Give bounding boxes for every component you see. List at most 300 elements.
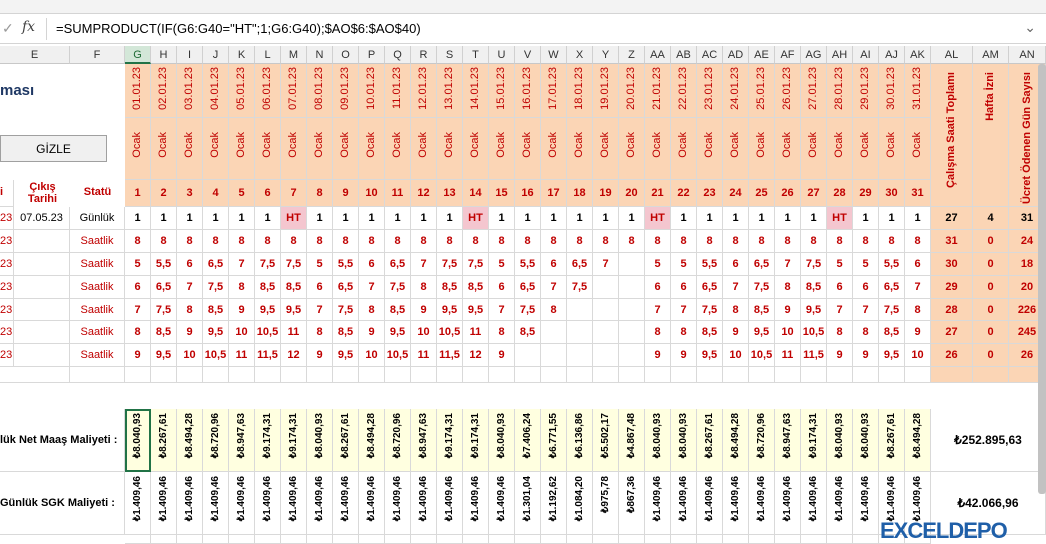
summary-cell[interactable]: 0 (973, 276, 1009, 299)
day-cell[interactable]: 1 (723, 207, 749, 230)
column-header[interactable]: G (125, 46, 151, 64)
partial-cell[interactable] (359, 535, 385, 544)
summary-cell[interactable]: 226 (1009, 299, 1046, 321)
chevron-down-icon[interactable]: ⌄ (1024, 19, 1036, 35)
partial-cell[interactable] (411, 535, 437, 544)
day-cell[interactable]: 6 (177, 253, 203, 276)
day-number[interactable]: 1 (125, 180, 151, 207)
column-header[interactable]: U (489, 46, 515, 64)
day-cell[interactable]: 6 (853, 276, 879, 299)
day-number[interactable]: 15 (489, 180, 515, 207)
summary-cell[interactable]: 27 (931, 321, 973, 344)
day-number[interactable]: 12 (411, 180, 437, 207)
day-cell[interactable]: 7 (307, 299, 333, 321)
month-cell[interactable] (125, 118, 151, 180)
day-cell[interactable]: 6 (359, 253, 385, 276)
day-cell[interactable]: 9 (671, 344, 697, 367)
day-cell[interactable] (515, 344, 541, 367)
month-cell[interactable] (541, 118, 567, 180)
summary-cell[interactable]: 30 (931, 253, 973, 276)
day-cell[interactable]: 1 (359, 207, 385, 230)
partial-cell[interactable] (463, 535, 489, 544)
day-cell[interactable]: 5 (671, 253, 697, 276)
column-header[interactable]: AH (827, 46, 853, 64)
blank-cell[interactable] (177, 367, 203, 383)
blank-cell[interactable] (645, 367, 671, 383)
day-cell[interactable]: 8 (775, 230, 801, 253)
blank-cell[interactable] (567, 367, 593, 383)
month-cell[interactable] (619, 118, 645, 180)
day-cell[interactable]: 1 (437, 207, 463, 230)
day-number[interactable]: 24 (723, 180, 749, 207)
sgk-cost-cell[interactable] (801, 472, 827, 535)
day-cell[interactable] (619, 321, 645, 344)
partial-cell[interactable] (801, 535, 827, 544)
net-cost-cell[interactable] (853, 409, 879, 472)
sgk-cost-cell[interactable] (385, 472, 411, 535)
day-cell[interactable]: 6,5 (567, 253, 593, 276)
blank-cell[interactable] (151, 367, 177, 383)
day-cell[interactable]: 5 (645, 253, 671, 276)
partial-cell[interactable] (229, 535, 255, 544)
day-cell[interactable]: 8 (619, 230, 645, 253)
day-cell[interactable]: 8 (307, 230, 333, 253)
day-cell[interactable]: 7,5 (437, 253, 463, 276)
day-cell[interactable]: 11,5 (801, 344, 827, 367)
status-cell[interactable]: Saatlik (70, 299, 125, 321)
day-cell[interactable]: 9,5 (801, 299, 827, 321)
date-cell[interactable] (151, 64, 177, 118)
day-cell[interactable] (619, 344, 645, 367)
day-cell[interactable]: 9 (723, 321, 749, 344)
column-header[interactable]: R (411, 46, 437, 64)
day-cell[interactable]: 1 (905, 207, 931, 230)
column-header[interactable]: AB (671, 46, 697, 64)
day-cell[interactable]: 7,5 (463, 253, 489, 276)
net-cost-cell[interactable] (359, 409, 385, 472)
date-cell[interactable] (515, 64, 541, 118)
day-cell[interactable]: 8 (775, 276, 801, 299)
column-header[interactable]: Q (385, 46, 411, 64)
month-cell[interactable] (671, 118, 697, 180)
day-cell[interactable]: 1 (385, 207, 411, 230)
day-cell[interactable]: 1 (151, 207, 177, 230)
day-number[interactable]: 6 (255, 180, 281, 207)
day-cell[interactable]: 8 (827, 321, 853, 344)
summary-header[interactable] (973, 64, 1009, 207)
month-cell[interactable] (385, 118, 411, 180)
day-cell[interactable]: 9 (125, 344, 151, 367)
day-cell[interactable]: 9 (645, 344, 671, 367)
sgk-cost-cell[interactable] (255, 472, 281, 535)
day-cell[interactable]: 8 (125, 321, 151, 344)
day-cell[interactable]: 10,5 (749, 344, 775, 367)
day-cell[interactable]: 6,5 (515, 276, 541, 299)
sgk-cost-cell[interactable] (437, 472, 463, 535)
month-cell[interactable] (333, 118, 359, 180)
partial-cell[interactable] (125, 535, 151, 544)
column-header[interactable]: AG (801, 46, 827, 64)
column-header[interactable]: S (437, 46, 463, 64)
summary-cell[interactable]: 26 (931, 344, 973, 367)
day-number[interactable]: 3 (177, 180, 203, 207)
day-cell[interactable]: 6,5 (203, 253, 229, 276)
column-header[interactable]: M (281, 46, 307, 64)
day-cell[interactable]: 11,5 (255, 344, 281, 367)
column-header[interactable]: AF (775, 46, 801, 64)
blank-cell[interactable] (359, 367, 385, 383)
date-cell[interactable] (879, 64, 905, 118)
day-cell[interactable]: 6 (827, 276, 853, 299)
date-cell[interactable] (177, 64, 203, 118)
row-left[interactable]: 23 (0, 299, 14, 321)
day-cell[interactable] (567, 299, 593, 321)
day-number[interactable]: 5 (229, 180, 255, 207)
day-cell[interactable]: 1 (853, 207, 879, 230)
day-cell[interactable]: 9,5 (255, 299, 281, 321)
day-cell[interactable]: 5 (827, 253, 853, 276)
sgk-cost-cell[interactable] (541, 472, 567, 535)
net-cost-cell[interactable] (489, 409, 515, 472)
net-cost-cell[interactable] (723, 409, 749, 472)
month-cell[interactable] (749, 118, 775, 180)
partial-cell[interactable] (281, 535, 307, 544)
day-cell[interactable]: 8,5 (281, 276, 307, 299)
day-cell[interactable]: 8,5 (879, 321, 905, 344)
month-cell[interactable] (151, 118, 177, 180)
column-header[interactable]: O (333, 46, 359, 64)
day-cell[interactable]: 6 (723, 253, 749, 276)
day-cell[interactable]: 7 (229, 253, 255, 276)
month-cell[interactable] (307, 118, 333, 180)
date-cell[interactable] (463, 64, 489, 118)
day-cell[interactable]: 7,5 (151, 299, 177, 321)
day-cell[interactable]: 7,5 (255, 253, 281, 276)
column-header[interactable]: AL (931, 46, 973, 64)
month-cell[interactable] (567, 118, 593, 180)
day-cell[interactable]: 7 (853, 299, 879, 321)
day-cell[interactable]: 8 (125, 230, 151, 253)
day-cell[interactable]: 12 (463, 344, 489, 367)
column-header[interactable]: W (541, 46, 567, 64)
blank-cell[interactable] (255, 367, 281, 383)
net-cost-cell[interactable] (879, 409, 905, 472)
sgk-cost-cell[interactable] (229, 472, 255, 535)
partial-cell[interactable] (853, 535, 879, 544)
net-cost-cell[interactable] (177, 409, 203, 472)
net-total[interactable]: ₺252.895,63 (931, 409, 1046, 472)
summary-cell[interactable]: 26 (1009, 344, 1046, 367)
sgk-total[interactable]: ₺42.066,96 (931, 472, 1046, 535)
day-cell[interactable]: 1 (775, 207, 801, 230)
day-cell[interactable]: 8,5 (463, 276, 489, 299)
day-cell[interactable]: 6 (645, 276, 671, 299)
partial-cell[interactable] (697, 535, 723, 544)
day-cell[interactable]: 1 (307, 207, 333, 230)
day-cell[interactable]: 8 (281, 230, 307, 253)
day-cell[interactable]: 9 (775, 299, 801, 321)
summary-cell[interactable]: 245 (1009, 321, 1046, 344)
date-cell[interactable] (567, 64, 593, 118)
blank-cell[interactable] (125, 367, 151, 383)
day-cell[interactable]: 1 (541, 207, 567, 230)
date-cell[interactable] (749, 64, 775, 118)
day-cell[interactable]: 7,5 (515, 299, 541, 321)
day-cell[interactable]: 8,5 (801, 276, 827, 299)
blank-cell[interactable] (697, 367, 723, 383)
day-cell[interactable]: 10 (177, 344, 203, 367)
sgk-cost-cell[interactable] (749, 472, 775, 535)
day-cell[interactable]: 9 (411, 299, 437, 321)
day-number[interactable]: 25 (749, 180, 775, 207)
day-cell[interactable]: 7 (359, 276, 385, 299)
sgk-cost-cell[interactable] (567, 472, 593, 535)
blank-cell[interactable] (281, 367, 307, 383)
summary-cell[interactable]: 24 (1009, 230, 1046, 253)
sgk-cost-cell[interactable] (359, 472, 385, 535)
day-cell[interactable]: 10,5 (203, 344, 229, 367)
sgk-cost-cell[interactable] (177, 472, 203, 535)
day-cell[interactable]: 9 (853, 344, 879, 367)
summary-cell[interactable]: 31 (1009, 207, 1046, 230)
date-cell[interactable] (385, 64, 411, 118)
day-number[interactable]: 9 (333, 180, 359, 207)
day-number[interactable]: 18 (567, 180, 593, 207)
date-cell[interactable] (541, 64, 567, 118)
blank-cell[interactable] (973, 367, 1009, 383)
day-cell[interactable]: 8,5 (437, 276, 463, 299)
day-cell[interactable]: 10 (775, 321, 801, 344)
sgk-cost-cell[interactable] (411, 472, 437, 535)
net-cost-cell[interactable] (229, 409, 255, 472)
date-cell[interactable] (489, 64, 515, 118)
day-cell[interactable]: HT (281, 207, 307, 230)
checkmark-icon[interactable]: ✓ (2, 20, 14, 36)
net-cost-cell[interactable] (463, 409, 489, 472)
day-cell[interactable]: 8,5 (749, 299, 775, 321)
net-cost-cell[interactable] (437, 409, 463, 472)
net-cost-cell[interactable] (567, 409, 593, 472)
day-cell[interactable]: 7 (177, 276, 203, 299)
partial-cell[interactable] (437, 535, 463, 544)
day-cell[interactable]: 1 (593, 207, 619, 230)
day-cell[interactable]: 8,5 (151, 321, 177, 344)
month-cell[interactable] (775, 118, 801, 180)
column-header[interactable]: Y (593, 46, 619, 64)
day-cell[interactable]: 1 (619, 207, 645, 230)
day-cell[interactable]: 1 (801, 207, 827, 230)
month-cell[interactable] (827, 118, 853, 180)
day-number[interactable]: 23 (697, 180, 723, 207)
blank-cell[interactable] (619, 367, 645, 383)
day-cell[interactable]: 5 (853, 253, 879, 276)
day-cell[interactable]: 9,5 (437, 299, 463, 321)
partial-cell[interactable] (775, 535, 801, 544)
day-cell[interactable]: 8 (515, 230, 541, 253)
date-cell[interactable] (411, 64, 437, 118)
blank-cell[interactable] (437, 367, 463, 383)
day-cell[interactable]: 8 (801, 230, 827, 253)
blank-cell[interactable] (489, 367, 515, 383)
row-left[interactable]: 23 (0, 230, 14, 253)
day-cell[interactable]: 10 (905, 344, 931, 367)
day-cell[interactable]: 8 (853, 321, 879, 344)
partial-cell[interactable] (619, 535, 645, 544)
month-cell[interactable] (853, 118, 879, 180)
date-cell[interactable] (645, 64, 671, 118)
day-cell[interactable]: 8 (593, 230, 619, 253)
exit-date-cell[interactable] (14, 299, 70, 321)
column-header[interactable]: AM (973, 46, 1009, 64)
net-cost-cell[interactable] (905, 409, 931, 472)
summary-cell[interactable]: 29 (931, 276, 973, 299)
partial-cell[interactable] (671, 535, 697, 544)
month-cell[interactable] (879, 118, 905, 180)
day-cell[interactable]: 8 (229, 276, 255, 299)
column-header[interactable]: AJ (879, 46, 905, 64)
column-header[interactable]: H (151, 46, 177, 64)
fx-icon[interactable]: fx (22, 19, 36, 35)
partial-cell[interactable] (723, 535, 749, 544)
exit-date-cell[interactable] (14, 276, 70, 299)
blank-cell[interactable] (333, 367, 359, 383)
day-cell[interactable]: 10 (229, 321, 255, 344)
column-header[interactable]: K (229, 46, 255, 64)
day-cell[interactable] (593, 321, 619, 344)
day-cell[interactable]: 1 (411, 207, 437, 230)
day-number[interactable]: 14 (463, 180, 489, 207)
net-cost-cell[interactable] (385, 409, 411, 472)
sgk-cost-cell[interactable] (489, 472, 515, 535)
day-cell[interactable]: 7 (645, 299, 671, 321)
day-cell[interactable]: 9,5 (879, 344, 905, 367)
day-cell[interactable]: 1 (229, 207, 255, 230)
day-cell[interactable]: 1 (489, 207, 515, 230)
day-number[interactable]: 27 (801, 180, 827, 207)
day-number[interactable]: 10 (359, 180, 385, 207)
blank-cell[interactable] (931, 367, 973, 383)
blank-cell[interactable] (229, 367, 255, 383)
day-cell[interactable]: 7 (723, 276, 749, 299)
day-cell[interactable]: 8 (645, 321, 671, 344)
net-cost-cell[interactable] (775, 409, 801, 472)
day-cell[interactable]: 8,5 (515, 321, 541, 344)
month-cell[interactable] (203, 118, 229, 180)
day-cell[interactable]: 8,5 (385, 299, 411, 321)
month-cell[interactable] (801, 118, 827, 180)
day-cell[interactable]: 7,5 (203, 276, 229, 299)
date-cell[interactable] (671, 64, 697, 118)
net-cost-cell[interactable] (645, 409, 671, 472)
sgk-cost-cell[interactable] (281, 472, 307, 535)
month-cell[interactable] (463, 118, 489, 180)
day-cell[interactable]: 8 (723, 230, 749, 253)
day-cell[interactable]: 1 (749, 207, 775, 230)
partial-cell[interactable] (333, 535, 359, 544)
date-cell[interactable] (619, 64, 645, 118)
day-cell[interactable]: 5,5 (151, 253, 177, 276)
day-cell[interactable]: 1 (203, 207, 229, 230)
day-cell[interactable]: 10,5 (385, 344, 411, 367)
day-cell[interactable]: 7 (411, 253, 437, 276)
sgk-cost-cell[interactable] (203, 472, 229, 535)
net-cost-cell[interactable] (541, 409, 567, 472)
blank-cell[interactable] (515, 367, 541, 383)
sgk-cost-cell[interactable] (775, 472, 801, 535)
day-cell[interactable]: 7 (125, 299, 151, 321)
day-cell[interactable]: 8,5 (255, 276, 281, 299)
day-cell[interactable] (593, 299, 619, 321)
day-cell[interactable]: 11 (463, 321, 489, 344)
column-header[interactable]: F (70, 46, 125, 64)
day-cell[interactable]: 7,5 (281, 253, 307, 276)
sgk-cost-cell[interactable] (645, 472, 671, 535)
day-cell[interactable]: 6 (125, 276, 151, 299)
day-cell[interactable]: 5,5 (515, 253, 541, 276)
exit-date-cell[interactable] (14, 321, 70, 344)
sgk-cost-cell[interactable] (151, 472, 177, 535)
date-cell[interactable] (125, 64, 151, 118)
sgk-cost-cell[interactable] (827, 472, 853, 535)
net-cost-cell[interactable] (281, 409, 307, 472)
day-cell[interactable]: 8 (697, 230, 723, 253)
day-cell[interactable]: 6,5 (385, 253, 411, 276)
day-cell[interactable]: 1 (567, 207, 593, 230)
day-cell[interactable]: 8 (645, 230, 671, 253)
day-cell[interactable]: 12 (281, 344, 307, 367)
day-cell[interactable]: 9,5 (151, 344, 177, 367)
partial-cell[interactable] (307, 535, 333, 544)
day-cell[interactable]: 8 (853, 230, 879, 253)
day-cell[interactable]: 10 (411, 321, 437, 344)
day-cell[interactable]: 6 (905, 253, 931, 276)
day-cell[interactable] (541, 321, 567, 344)
day-cell[interactable]: 8,5 (697, 321, 723, 344)
day-cell[interactable]: 10,5 (801, 321, 827, 344)
day-cell[interactable]: 8 (749, 230, 775, 253)
day-cell[interactable] (619, 253, 645, 276)
month-cell[interactable] (593, 118, 619, 180)
sgk-cost-cell[interactable] (463, 472, 489, 535)
sgk-cost-cell[interactable] (515, 472, 541, 535)
blank-cell[interactable] (70, 367, 125, 383)
day-cell[interactable]: 7 (671, 299, 697, 321)
blank-cell[interactable] (203, 367, 229, 383)
day-number[interactable]: 17 (541, 180, 567, 207)
day-cell[interactable]: 7 (593, 253, 619, 276)
date-cell[interactable] (905, 64, 931, 118)
net-cost-cell[interactable] (255, 409, 281, 472)
day-cell[interactable]: 11 (775, 344, 801, 367)
day-cell[interactable]: HT (827, 207, 853, 230)
day-number[interactable]: 4 (203, 180, 229, 207)
net-cost-cell[interactable] (619, 409, 645, 472)
blank-cell[interactable] (827, 367, 853, 383)
net-cost-cell[interactable] (151, 409, 177, 472)
day-cell[interactable]: 1 (879, 207, 905, 230)
column-header[interactable]: AI (853, 46, 879, 64)
day-cell[interactable]: 5 (307, 253, 333, 276)
day-cell[interactable]: 8 (151, 230, 177, 253)
status-cell[interactable]: Günlük (70, 207, 125, 230)
column-header[interactable]: E (0, 46, 70, 64)
day-number[interactable]: 28 (827, 180, 853, 207)
blank-cell[interactable] (593, 367, 619, 383)
day-cell[interactable]: 1 (125, 207, 151, 230)
column-header[interactable]: I (177, 46, 203, 64)
column-header[interactable]: N (307, 46, 333, 64)
column-header[interactable]: P (359, 46, 385, 64)
